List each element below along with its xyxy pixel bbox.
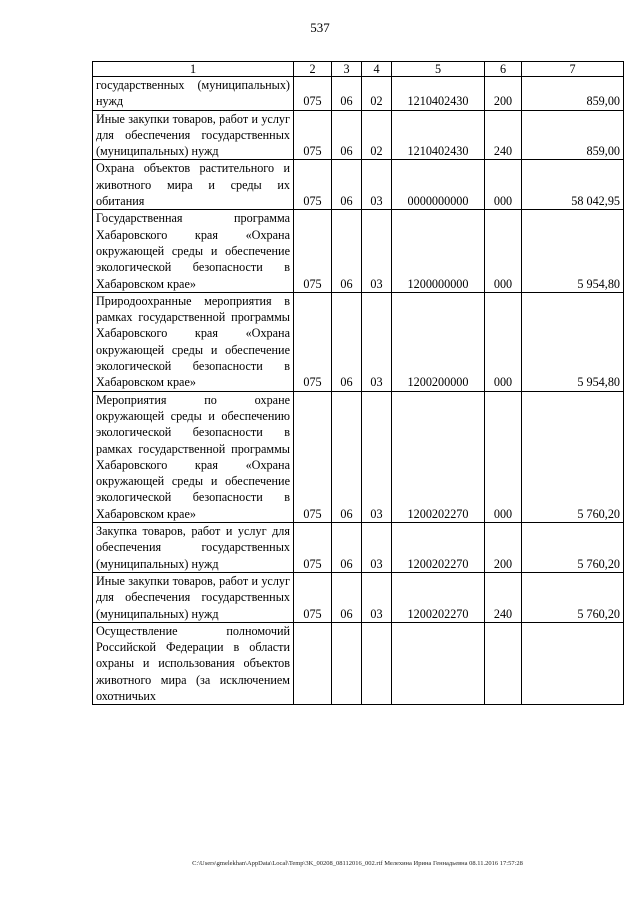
table-row xyxy=(93,292,624,391)
row-code-2: 075 xyxy=(294,523,332,573)
row-code-2: 075 xyxy=(294,391,332,522)
row-code-5: 1200202270 xyxy=(392,523,485,573)
row-code-5: 1200202270 xyxy=(392,572,485,622)
row-amount: 859,00 xyxy=(522,110,624,160)
row-code-2: 075 xyxy=(294,160,332,210)
row-name: Охрана объектов растительного и животного мира и среды их обитания xyxy=(93,160,294,210)
row-amount: 5 954,80 xyxy=(522,210,624,292)
row-code-3: 06 xyxy=(332,210,362,292)
column-header: 2 xyxy=(294,62,332,77)
row-code-6: 000 xyxy=(485,391,522,522)
row-amount: 859,00 xyxy=(522,77,624,111)
row-code-6 xyxy=(485,622,522,704)
row-code-4: 03 xyxy=(362,572,392,622)
table-row xyxy=(93,110,624,160)
table-row xyxy=(93,160,624,210)
row-code-4: 03 xyxy=(362,210,392,292)
row-amount: 5 760,20 xyxy=(522,572,624,622)
row-code-4: 02 xyxy=(362,77,392,111)
row-code-3: 06 xyxy=(332,572,362,622)
row-code-2: 075 xyxy=(294,292,332,391)
table-row xyxy=(93,572,624,622)
row-code-4: 03 xyxy=(362,160,392,210)
row-code-3 xyxy=(332,622,362,704)
row-code-4: 03 xyxy=(362,292,392,391)
row-code-2: 075 xyxy=(294,110,332,160)
row-code-5 xyxy=(392,622,485,704)
column-header: 4 xyxy=(362,62,392,77)
row-amount: 5 954,80 xyxy=(522,292,624,391)
table-header-row xyxy=(93,62,624,77)
row-code-6: 200 xyxy=(485,523,522,573)
row-amount: 5 760,20 xyxy=(522,391,624,522)
row-code-4: 02 xyxy=(362,110,392,160)
budget-table xyxy=(92,61,624,705)
row-name: Мероприятия по охране окружающей среды и обеспечению экологической безопасности в рамках государственной программы Хабаровского края «Охрана окружающей среды и обеспечение экологической безопасности в Хабаровском крае» xyxy=(93,391,294,522)
row-code-2 xyxy=(294,622,332,704)
file-path-footer: C:\Users\gmelekhan\AppData\Local\Temp\3K_00208_08112016_002.rtf Мелехина Ирина Геннадьевна 08.11.2016 17:57:28 xyxy=(192,860,523,867)
column-header: 5 xyxy=(392,62,485,77)
row-code-3: 06 xyxy=(332,523,362,573)
row-name: Природоохранные мероприятия в рамках государственной программы Хабаровского края «Охрана окружающей среды и обеспечение экологической безопасности в Хабаровском крае» xyxy=(93,292,294,391)
row-code-4: 03 xyxy=(362,391,392,522)
row-code-6: 000 xyxy=(485,292,522,391)
row-code-3: 06 xyxy=(332,160,362,210)
row-code-2: 075 xyxy=(294,210,332,292)
row-amount: 5 760,20 xyxy=(522,523,624,573)
table-row xyxy=(93,523,624,573)
column-header: 7 xyxy=(522,62,624,77)
row-amount: 58 042,95 xyxy=(522,160,624,210)
column-header: 1 xyxy=(93,62,294,77)
row-code-5: 1210402430 xyxy=(392,110,485,160)
table-row xyxy=(93,391,624,522)
table-row xyxy=(93,77,624,111)
row-name: Государственная программа Хабаровского края «Охрана окружающей среды и обеспечение экологической безопасности в Хабаровском крае» xyxy=(93,210,294,292)
row-code-4: 03 xyxy=(362,523,392,573)
row-code-6: 240 xyxy=(485,110,522,160)
column-header: 6 xyxy=(485,62,522,77)
row-code-5: 1200200000 xyxy=(392,292,485,391)
row-code-3: 06 xyxy=(332,391,362,522)
row-code-5: 1200202270 xyxy=(392,391,485,522)
row-code-5: 0000000000 xyxy=(392,160,485,210)
row-amount xyxy=(522,622,624,704)
row-code-5: 1210402430 xyxy=(392,77,485,111)
row-code-6: 000 xyxy=(485,160,522,210)
row-name: Иные закупки товаров, работ и услуг для обеспечения государственных (муниципальных) нужд xyxy=(93,110,294,160)
column-header: 3 xyxy=(332,62,362,77)
page-number: 537 xyxy=(310,20,330,35)
table-row xyxy=(93,622,624,704)
row-code-4 xyxy=(362,622,392,704)
row-code-3: 06 xyxy=(332,110,362,160)
row-code-5: 1200000000 xyxy=(392,210,485,292)
row-name: Закупка товаров, работ и услуг для обеспечения государственных (муниципальных) нужд xyxy=(93,523,294,573)
row-name: Осуществление полномочий Российской Федерации в области охраны и использования объектов животного мира (за исключением охотничьих xyxy=(93,622,294,704)
row-code-2: 075 xyxy=(294,572,332,622)
row-code-3: 06 xyxy=(332,77,362,111)
row-code-6: 200 xyxy=(485,77,522,111)
row-name: Иные закупки товаров, работ и услуг для обеспечения государственных (муниципальных) нужд xyxy=(93,572,294,622)
row-code-3: 06 xyxy=(332,292,362,391)
row-code-6: 240 xyxy=(485,572,522,622)
table-row xyxy=(93,210,624,292)
row-name: государственных (муниципальных) нужд xyxy=(93,77,294,111)
row-code-2: 075 xyxy=(294,77,332,111)
row-code-6: 000 xyxy=(485,210,522,292)
